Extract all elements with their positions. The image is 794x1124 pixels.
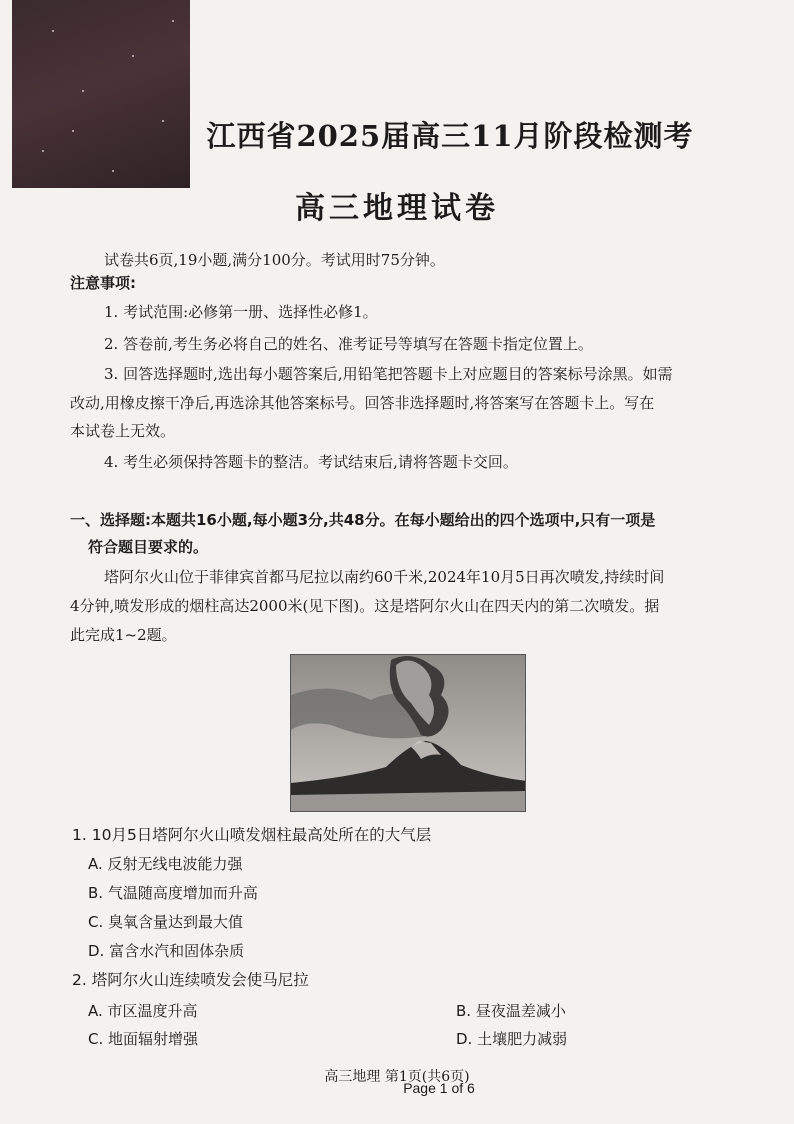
passage-line: 此完成1~2题。 [70,626,177,644]
question-option: A. 反射无线电波能力强 [88,855,243,873]
passage-line: 4分钟,喷发形成的烟柱高达2000米(见下图)。这是塔阿尔火山在四天内的第二次喷发。据 [70,597,660,615]
exam-intro: 试卷共6页,19小题,满分100分。考试用时75分钟。 [104,251,445,269]
question-option: D. 富含水汽和固体杂质 [88,942,245,960]
notice-item: 1. 考试范围:必修第一册、选择性必修1。 [104,303,378,321]
question-option: D. 土壤肥力减弱 [456,1030,568,1048]
volcano-eruption-photo [290,654,526,812]
question-option: C. 地面辐射增强 [88,1030,199,1048]
page-label: 高三地理 第1页(共6页) [324,1069,470,1085]
exam-title: 江西省2025届高三11月阶段检测考 [206,119,694,153]
question-stem: 1. 10月5日塔阿尔火山喷发烟柱最高处所在的大气层 [72,826,432,844]
notice-item: 改动,用橡皮擦干净后,再选涂其他答案标号。回答非选择题时,将答案写在答题卡上。写在 [70,394,655,412]
question-option: C. 臭氧含量达到最大值 [88,913,244,931]
notice-heading: 注意事项: [70,274,136,292]
question-option: A. 市区温度升高 [88,1002,198,1020]
page-counter: Page 1 of 6 [403,1080,475,1096]
passage-line: 塔阿尔火山位于菲律宾首都马尼拉以南约60千米,2024年10月5日再次喷发,持续时间 [104,568,665,586]
notice-item: 4. 考生必须保持答题卡的整洁。考试结束后,请将答题卡交回。 [104,453,518,471]
question-option: B. 昼夜温差减小 [456,1002,566,1020]
notice-item: 2. 答卷前,考生务必将自己的姓名、准考证号等填写在答题卡指定位置上。 [104,335,593,353]
question-option: B. 气温随高度增加而升高 [88,884,258,902]
section-heading: 一、选择题:本题共16小题,每小题3分,共48分。在每小题给出的四个选项中,只有一项是 [70,511,656,529]
exam-subtitle: 高三地理试卷 [295,191,499,226]
notice-item: 本试卷上无效。 [70,422,176,440]
question-stem: 2. 塔阿尔火山连续喷发会使马尼拉 [72,971,309,989]
corner-dark-image [12,0,190,188]
section-heading: 符合题目要求的。 [88,538,209,556]
notice-item: 3. 回答选择题时,选出每小题答案后,用铅笔把答题卡上对应题目的答案标号涂黑。如需 [104,365,673,383]
